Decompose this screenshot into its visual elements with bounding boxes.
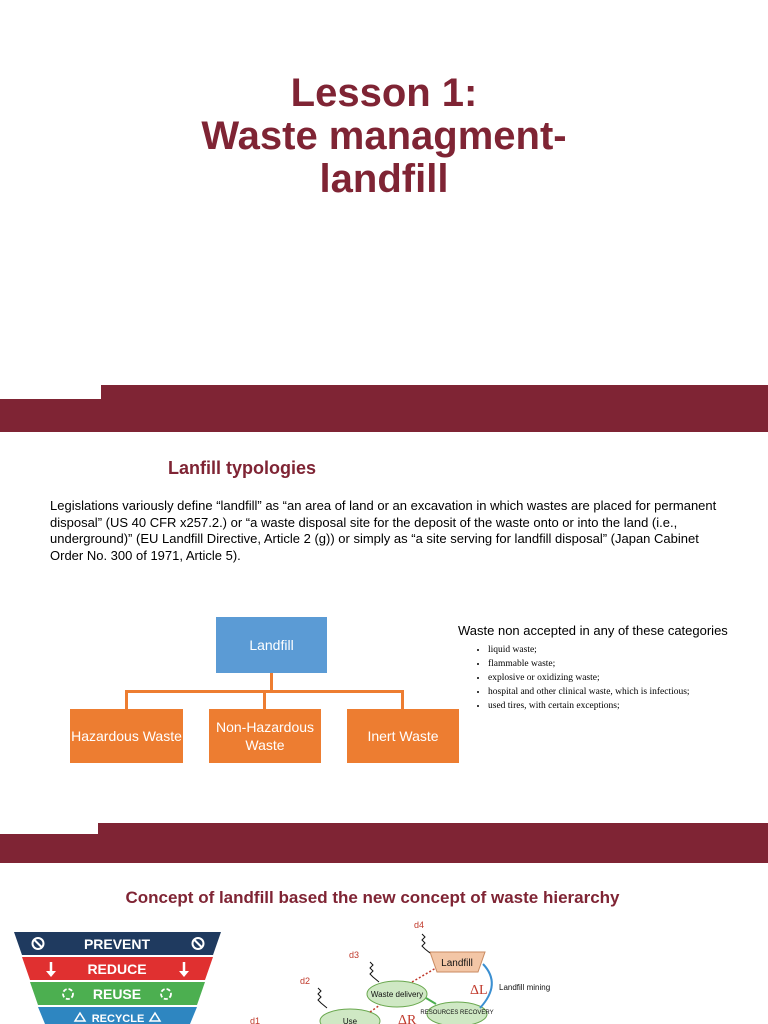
tree-node-inert [347, 709, 459, 763]
d4-label: d4 [414, 920, 425, 930]
delta-r-label: ΔR [398, 1013, 417, 1024]
landfill-definition-paragraph: Legislations variously define “landfill” as “an area of land or an excavation in which wastes are placed for permanent disposal” (US 40 CFR x257.2.) or “a waste disposal site for the deposit of the waste onto or into the land (i.e., underground)” (EU Landfill Directive, Article 2 (g)) or simply as “a site serving for landfill disposal” (Japan Cabinet Order No. 300 of 1971, Article 5). [50, 498, 717, 563]
divider-band-2-cutout [0, 823, 98, 834]
use-node-label: Use [342, 1017, 358, 1024]
not-accepted-heading: Waste non accepted in any of these categories [458, 623, 728, 638]
pyramid-prevent-label: PREVENT [83, 936, 151, 952]
waste-hierarchy-pyramid [14, 932, 222, 1024]
delivery-to-landfill-arrow [412, 968, 436, 982]
delivery-to-recovery-arrow [426, 998, 436, 1004]
section-heading-hierarchy: Concept of landfill based the new concept of waste hierarchy [125, 888, 620, 907]
section-heading-typologies: Lanfill typologies [168, 458, 317, 478]
divider-band-1 [0, 399, 768, 432]
tree-connector-vertical [270, 673, 273, 691]
title-line-3: landfill [319, 157, 449, 201]
pyramid-reduce-label: REDUCE [87, 961, 147, 977]
list-item: • explosive or oxidizing waste; [488, 671, 690, 685]
list-item: • hospital and other clinical waste, which is infectious; [488, 685, 690, 699]
d2-label: d2 [300, 976, 311, 986]
lesson-title [0, 72, 768, 201]
landfill-node-label: Landfill [441, 958, 473, 969]
input-squiggle-arrow [422, 934, 430, 953]
d3-label: d3 [349, 950, 360, 960]
tree-node-hazardous-label: Hazardous Waste [71, 728, 182, 744]
list-item: • used tires, with certain exceptions; [488, 699, 690, 713]
tree-node-non-hazardous [209, 709, 321, 763]
input-squiggle-arrow [318, 988, 327, 1008]
tree-node-inert-label: Inert Waste [367, 728, 439, 744]
list-item: • liquid waste; [488, 643, 690, 657]
tree-connector-left [125, 690, 128, 709]
waste-delivery-label: Waste delivery [370, 990, 424, 999]
d1-label: d1 [250, 1016, 261, 1024]
tree-root-label: Landfill [249, 637, 294, 653]
pyramid-recycle-label: RECYCLE [91, 1013, 145, 1024]
landfill-cycle-diagram [240, 912, 550, 1024]
use-to-delivery-arrow [370, 1005, 380, 1012]
divider-band-2 [0, 823, 768, 863]
input-squiggle-arrow [370, 962, 379, 982]
landfill-mining-label-text: Landfill mining [499, 983, 550, 992]
title-line-2: Waste managment- [201, 114, 567, 158]
resources-recovery-label: RESOURCES RECOVERY [420, 1010, 494, 1016]
list-item: • flammable waste; [488, 657, 690, 671]
pyramid-reuse-label: REUSE [92, 986, 142, 1002]
tree-root-landfill [216, 617, 327, 673]
not-accepted-list [472, 643, 690, 713]
tree-node-non-hazardous-label: Non-Hazardous Waste [215, 719, 315, 753]
tree-connector-right [401, 690, 404, 709]
tree-node-hazardous [70, 709, 183, 763]
tree-connector-mid [263, 690, 266, 709]
landfill-mining-label [499, 983, 550, 992]
delta-l-label: ΔL [470, 983, 488, 998]
title-line-1: Lesson 1: [290, 71, 478, 115]
